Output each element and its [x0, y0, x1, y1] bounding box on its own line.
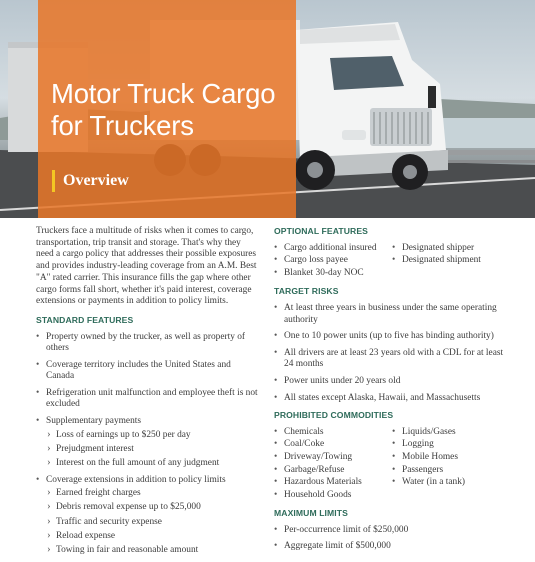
list-item: • Coal/Coke — [274, 439, 392, 451]
list-item: • At least three years in business under the same operating authority — [274, 303, 510, 326]
list-item: › Debris removal expense up to $25,000 — [46, 502, 258, 514]
list-item: • Property owned by the trucker, as well as property of others — [36, 332, 258, 355]
list-item — [36, 416, 258, 470]
list-item: › Reload expense — [46, 531, 258, 543]
prohibited-commodities-list — [274, 427, 510, 503]
standard-features-heading: STANDARD FEATURES — [36, 314, 134, 325]
list-item: • Designated shipment — [392, 255, 510, 267]
optional-features-col1 — [274, 243, 392, 281]
list-item: • Chemicals — [274, 427, 392, 439]
coverage-extensions-list — [46, 488, 258, 556]
maximum-limits-heading: MAXIMUM LIMITS — [274, 508, 348, 519]
coverage-extensions-label: Coverage extensions in addition to policy limits — [46, 474, 226, 485]
supplementary-payments-list — [46, 430, 258, 470]
list-item: • One to 10 power units (up to five has binding authority) — [274, 331, 510, 343]
list-item: • Power units under 20 years old — [274, 376, 510, 388]
list-item: • Coverage territory includes the United States and Canada — [36, 360, 258, 383]
prohibited-commodities-heading: PROHIBITED COMMODITIES — [274, 410, 394, 421]
list-item: • Garbage/Refuse — [274, 465, 392, 477]
target-risks-heading: TARGET RISKS — [274, 286, 339, 297]
list-item: › Loss of earnings up to $250 per day — [46, 430, 258, 442]
list-item: • Passengers — [392, 465, 510, 477]
list-item: • Aggregate limit of $500,000 — [274, 541, 510, 553]
maximum-limits-list — [274, 525, 510, 553]
list-item: • Household Goods — [274, 490, 392, 502]
left-column — [36, 226, 258, 562]
list-item: › Interest on the full amount of any judgment — [46, 458, 258, 470]
supplementary-payments-label: Supplementary payments — [46, 416, 142, 427]
list-item: › Towing in fair and reasonable amount — [46, 545, 258, 557]
list-item: • Hazardous Materials — [274, 477, 392, 489]
intro-paragraph: Truckers face a multitude of risks when it comes to cargo, transportation, trip transit and storage. That's why they need a cargo policy that addresses their possible exposures and provides industry-leading coverage from an A.M. Best "A" rated carrier. This insurance fills the gap where other cargo forms fall short, whether it's paid interest, coverage extensions or payments in addition to policy limits. — [36, 226, 257, 307]
list-item: • Per-occurrence limit of $250,000 — [274, 525, 510, 537]
optional-features-list — [274, 243, 510, 281]
list-item: • Logging — [392, 439, 510, 451]
prohibited-commodities-col2 — [392, 427, 510, 503]
list-item: • Designated shipper — [392, 243, 510, 255]
target-risks-list — [274, 303, 510, 404]
list-item: • Blanket 30-day NOC — [274, 268, 392, 280]
list-item: • All drivers are at least 23 years old with a CDL for at least 24 months — [274, 348, 510, 371]
standard-features-list — [36, 332, 258, 557]
list-item: • Mobile Homes — [392, 452, 510, 464]
list-item: • Refrigeration unit malfunction and employee theft is not excluded — [36, 388, 258, 411]
page-title: Motor Truck Cargo for Truckers — [51, 78, 276, 141]
list-item: • Liquids/Gases — [392, 427, 510, 439]
list-item: • Cargo loss payee — [274, 255, 392, 267]
optional-features-heading: OPTIONAL FEATURES — [274, 226, 369, 236]
list-item: • Water (in a tank) — [392, 477, 510, 489]
list-item: › Earned freight charges — [46, 488, 258, 500]
list-item: • All states except Alaska, Hawaii, and Massachusetts — [274, 393, 510, 405]
list-item: › Prejudgment interest — [46, 444, 258, 456]
optional-features-col2 — [392, 243, 510, 281]
list-item: › Traffic and security expense — [46, 517, 258, 529]
right-column — [274, 226, 510, 558]
overview-accent-bar — [52, 170, 55, 192]
hero-banner — [0, 0, 535, 218]
prohibited-commodities-col1 — [274, 427, 392, 503]
list-item: • Driveway/Towing — [274, 452, 392, 464]
list-item — [36, 475, 258, 557]
list-item: • Cargo additional insured — [274, 243, 392, 255]
overview-label: Overview — [63, 172, 129, 189]
